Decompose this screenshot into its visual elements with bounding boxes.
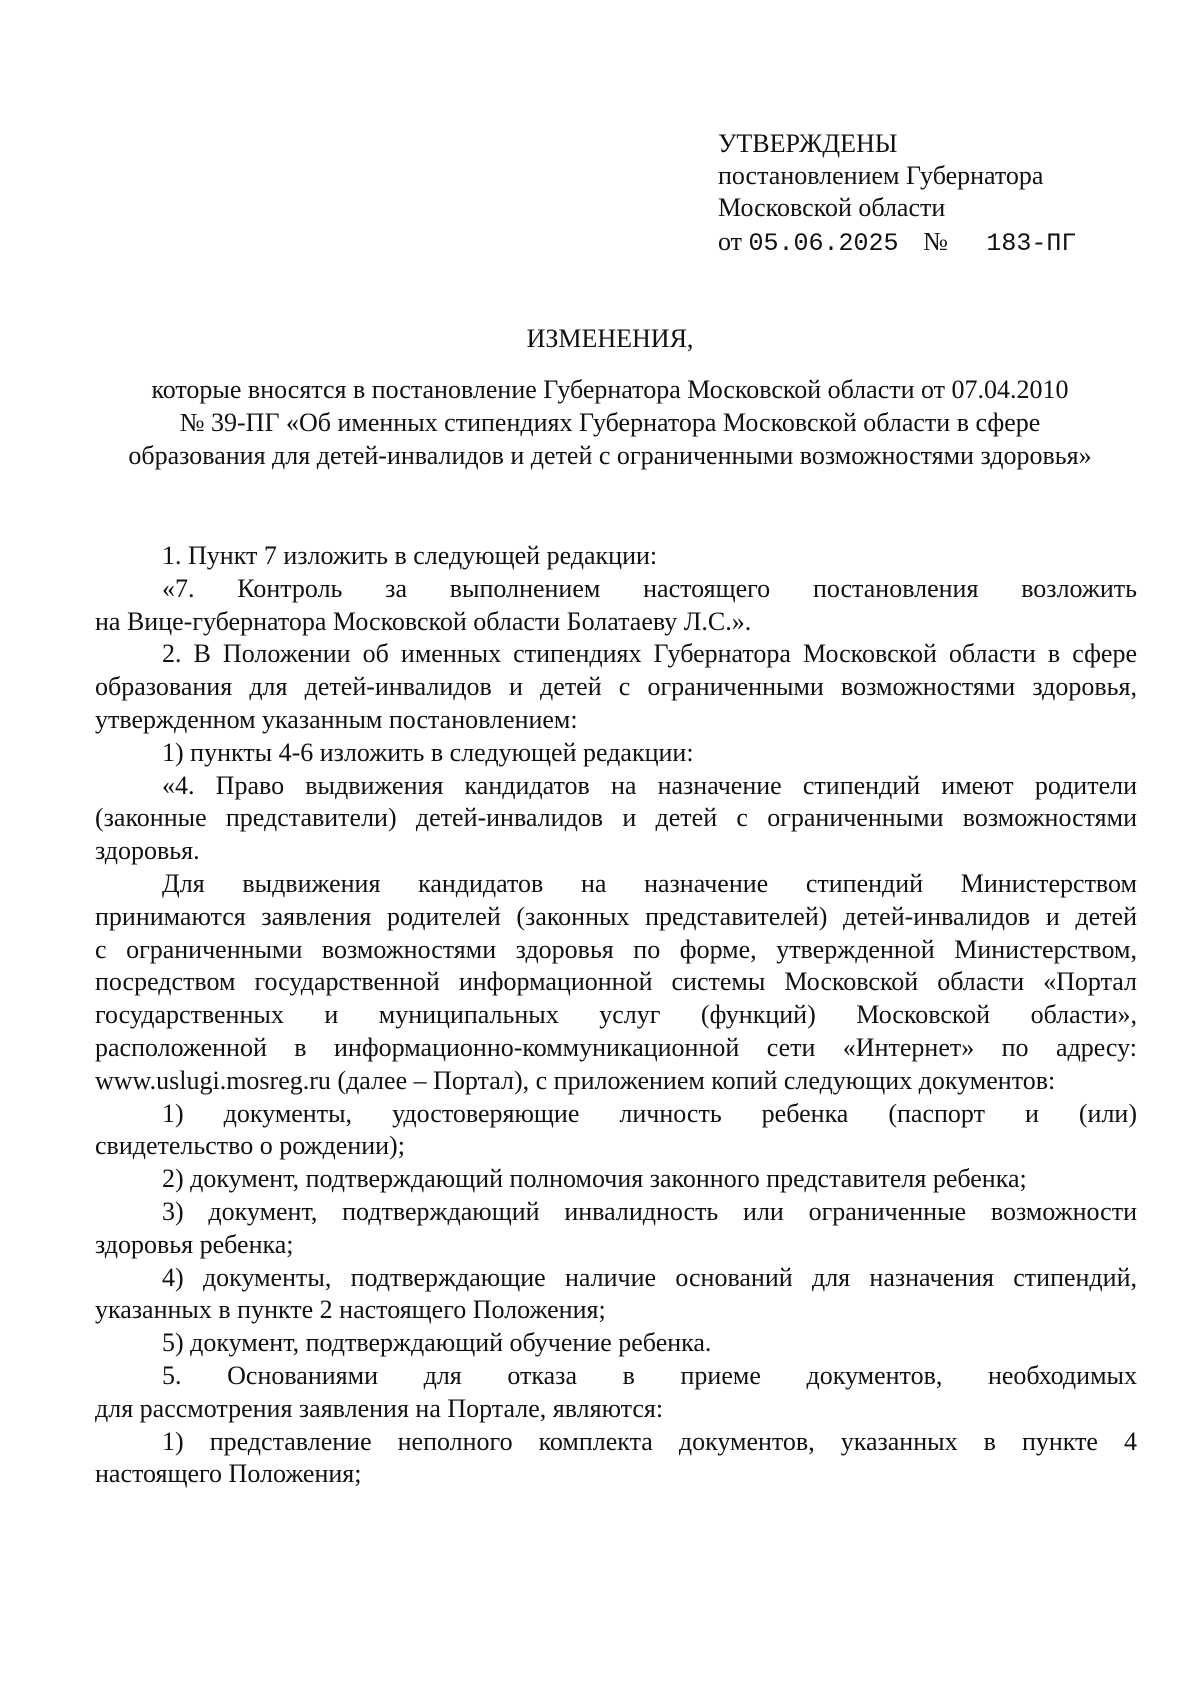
paragraph-3-line-1: 2. В Положении об именных стипендиях Губернатора Московской области в сфере — [162, 639, 1137, 669]
paragraph-13-line-2: настоящего Положения; — [95, 1459, 362, 1489]
paragraph-10 — [95, 1262, 1137, 1328]
date-prefix: от — [718, 227, 743, 256]
paragraph-6-line-3: с ограниченными возможностями здоровья по форме, утвержденной Министерством, — [95, 934, 1137, 964]
paragraph-4: 1) пункты 4-6 изложить в следующей редакции: — [162, 737, 694, 767]
paragraph-12-line-2: для рассмотрения заявления на Портале, являются: — [95, 1393, 664, 1423]
paragraph-7-line-2: свидетельство о рождении); — [95, 1131, 405, 1161]
approval-date: 05.06.2025 — [748, 229, 899, 258]
approval-number: 183-ПГ — [986, 229, 1077, 258]
approval-block — [718, 128, 1076, 260]
paragraph-3-line-2: образования для детей-инвалидов и детей с ограниченными возможностями здоровья, — [95, 672, 1137, 702]
paragraph-5-line-1: «4. Право выдвижения кандидатов на назначение стипендий имеют родители — [162, 770, 1137, 800]
paragraph-3-line-3: утвержденном указанным постановлением: — [95, 704, 578, 734]
paragraph-3 — [95, 638, 1137, 736]
paragraph-5 — [95, 770, 1137, 868]
heading-line-2: № 39-ПГ «Об именных стипендиях Губернатора Московской области в сфере — [179, 408, 1041, 437]
heading-title: ИЗМЕНЕНИЯ, — [526, 324, 694, 353]
paragraph-12 — [95, 1360, 1137, 1426]
approval-line-decree: постановлением Губернатора — [718, 161, 1044, 190]
paragraph-2 — [95, 573, 1137, 639]
paragraph-7-line-1: 1) документы, удостоверяющие личность ребенка (паспорт и (или) — [162, 1098, 1137, 1128]
document-body — [95, 540, 1137, 1491]
paragraph-5-line-2: (законные представители) детей-инвалидов и детей с ограниченными возможностями — [95, 803, 1137, 833]
paragraph-9 — [95, 1196, 1137, 1262]
paragraph-2-line-2: на Вице-губернатора Московской области Болатаеву Л.С.». — [95, 606, 752, 636]
heading-line-1: которые вносятся в постановление Губернатора Московской области от 07.04.2010 — [151, 375, 1069, 404]
paragraph-10-line-1: 4) документы, подтверждающие наличие оснований для назначения стипендий, — [162, 1262, 1137, 1292]
paragraph-9-line-1: 3) документ, подтверждающий инвалидность или ограниченные возможности — [162, 1196, 1137, 1226]
paragraph-6-line-7: www.uslugi.mosreg.ru (далее – Портал), с приложением копий следующих документов: — [95, 1065, 1056, 1095]
document-heading — [90, 322, 1130, 472]
paragraph-8: 2) документ, подтверждающий полномочия законного представителя ребенка; — [162, 1164, 1027, 1194]
paragraph-6-line-6: расположенной в информационно-коммуникационной сети «Интернет» по адресу: — [95, 1032, 1137, 1062]
paragraph-6-line-1: Для выдвижения кандидатов на назначение стипендий Министерством — [162, 868, 1137, 898]
approval-line-region: Московской области — [718, 193, 946, 222]
paragraph-7 — [95, 1098, 1137, 1164]
paragraph-13 — [95, 1426, 1137, 1492]
paragraph-11: 5) документ, подтверждающий обучение ребенка. — [162, 1328, 712, 1358]
paragraph-6-line-2: принимаются заявления родителей (законных представителей) детей-инвалидов и детей — [95, 901, 1137, 931]
paragraph-10-line-2: указанных в пункте 2 настоящего Положения; — [95, 1295, 606, 1325]
paragraph-9-line-2: здоровья ребенка; — [95, 1229, 294, 1259]
paragraph-1: 1. Пункт 7 изложить в следующей редакции: — [162, 541, 658, 570]
approval-title: УТВЕРЖДЕНЫ — [718, 129, 898, 158]
paragraph-6 — [95, 868, 1137, 1098]
paragraph-6-line-4: посредством государственной информационной системы Московской области «Портал — [95, 967, 1137, 997]
approval-date-line — [718, 226, 1076, 260]
number-sign: № — [923, 227, 948, 256]
paragraph-2-line-1: «7. Контроль за выполнением настоящего постановления возложить — [162, 573, 1137, 603]
heading-line-3: образования для детей-инвалидов и детей с ограниченными возможностями здоровья» — [128, 441, 1092, 470]
paragraph-6-line-5: государственных и муниципальных услуг (функций) Московской области», — [95, 1000, 1137, 1030]
paragraph-5-line-3: здоровья. — [95, 836, 200, 866]
paragraph-12-line-1: 5. Основаниями для отказа в приеме документов, необходимых — [162, 1360, 1137, 1390]
paragraph-13-line-1: 1) представление неполного комплекта документов, указанных в пункте 4 — [162, 1426, 1137, 1456]
